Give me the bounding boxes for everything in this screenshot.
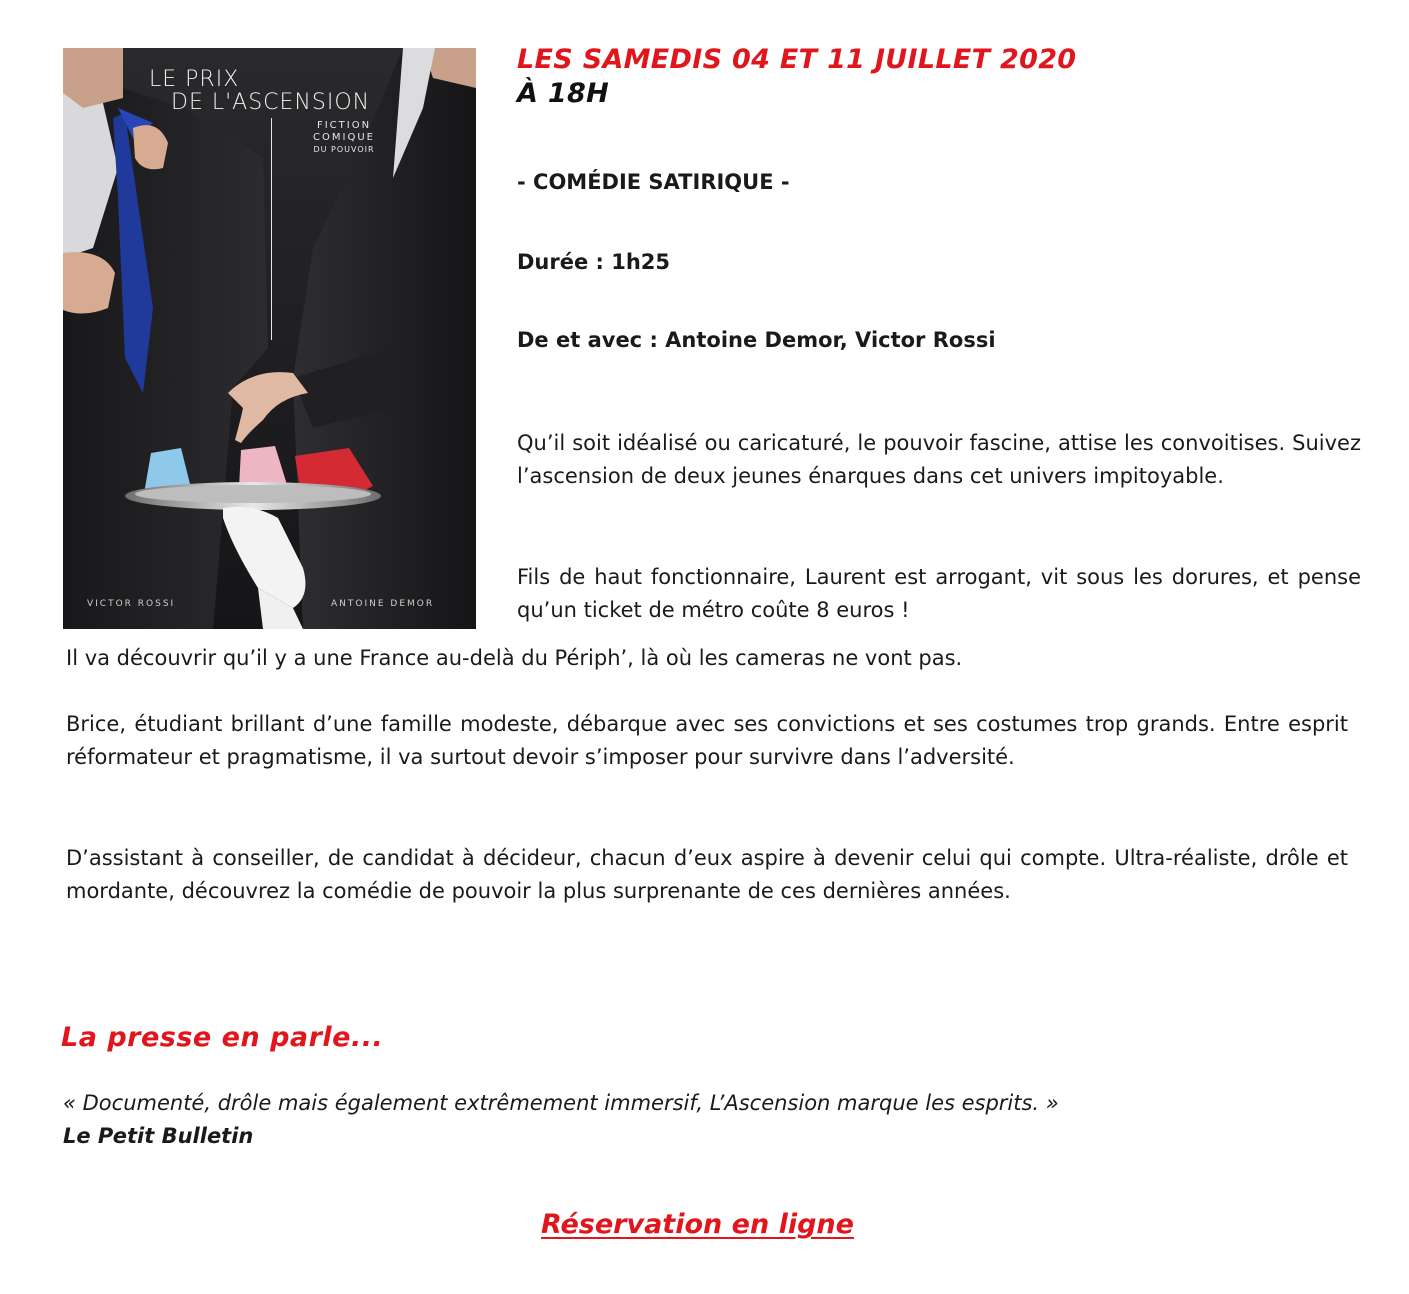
description-paragraph-3: Il va découvrir qu’il y a une France au-delà du Périph’, là où les cameras ne vont pas. <box>66 646 963 670</box>
description-paragraph-4: Brice, étudiant brillant d’une famille modeste, débarque avec ses convictions et ses costumes trop grands. Entre esprit réformateur et pragmatisme, il va surtout devoir s’imposer pour survivre dans l’adversité. <box>66 712 1348 769</box>
description-paragraph-1: Qu’il soit idéalisé ou caricaturé, le pouvoir fascine, attise les convoitises. Suivez l’ascension de deux jeunes énarques dans cet univers impitoyable. <box>517 431 1361 488</box>
poster-subtitle <box>289 120 399 156</box>
poster-illustration <box>63 48 476 629</box>
poster-subtitle-line2: COMIQUE <box>313 132 375 143</box>
description-paragraph-2: Fils de haut fonctionnaire, Laurent est arrogant, vit sous les dorures, et pense qu’un ticket de métro coûte 8 euros ! <box>517 565 1361 622</box>
event-date: LES SAMEDIS 04 ET 11 JUILLET 2020 <box>517 44 1077 75</box>
duration-label: Durée : 1h25 <box>517 250 671 274</box>
cast-label: De et avec : Antoine Demor, Victor Rossi <box>517 328 996 352</box>
poster-title-line1: LE PRIX <box>149 67 240 92</box>
poster-author-left: VICTOR ROSSI <box>87 599 176 609</box>
press-quote: « Documenté, drôle mais également extrêmement immersif, L’Ascension marque les esprits. » <box>63 1091 1059 1115</box>
press-heading: La presse en parle... <box>61 1022 384 1053</box>
poster-subtitle-line1: FICTION <box>316 120 372 131</box>
online-booking-link[interactable]: Réservation en ligne <box>541 1209 854 1240</box>
booking-container <box>0 1209 1395 1240</box>
poster-title <box>149 68 476 114</box>
poster-image <box>63 48 476 629</box>
poster-author-right: ANTOINE DEMOR <box>331 599 435 609</box>
poster-title-line2: DE L'ASCENSION <box>171 90 371 115</box>
poster-divider-line <box>271 118 272 340</box>
poster-subtitle-line3: DU POUVOIR <box>313 145 375 154</box>
genre-label: - COMÉDIE SATIRIQUE - <box>517 170 790 194</box>
description-paragraph-5: D’assistant à conseiller, de candidat à décideur, chacun d’eux aspire à devenir celui qui compte. Ultra-réaliste, drôle et mordante, découvrez la comédie de pouvoir la plus surprenante de ces dernières années. <box>66 846 1348 903</box>
event-time: À 18H <box>517 78 609 109</box>
press-source: Le Petit Bulletin <box>63 1124 254 1148</box>
